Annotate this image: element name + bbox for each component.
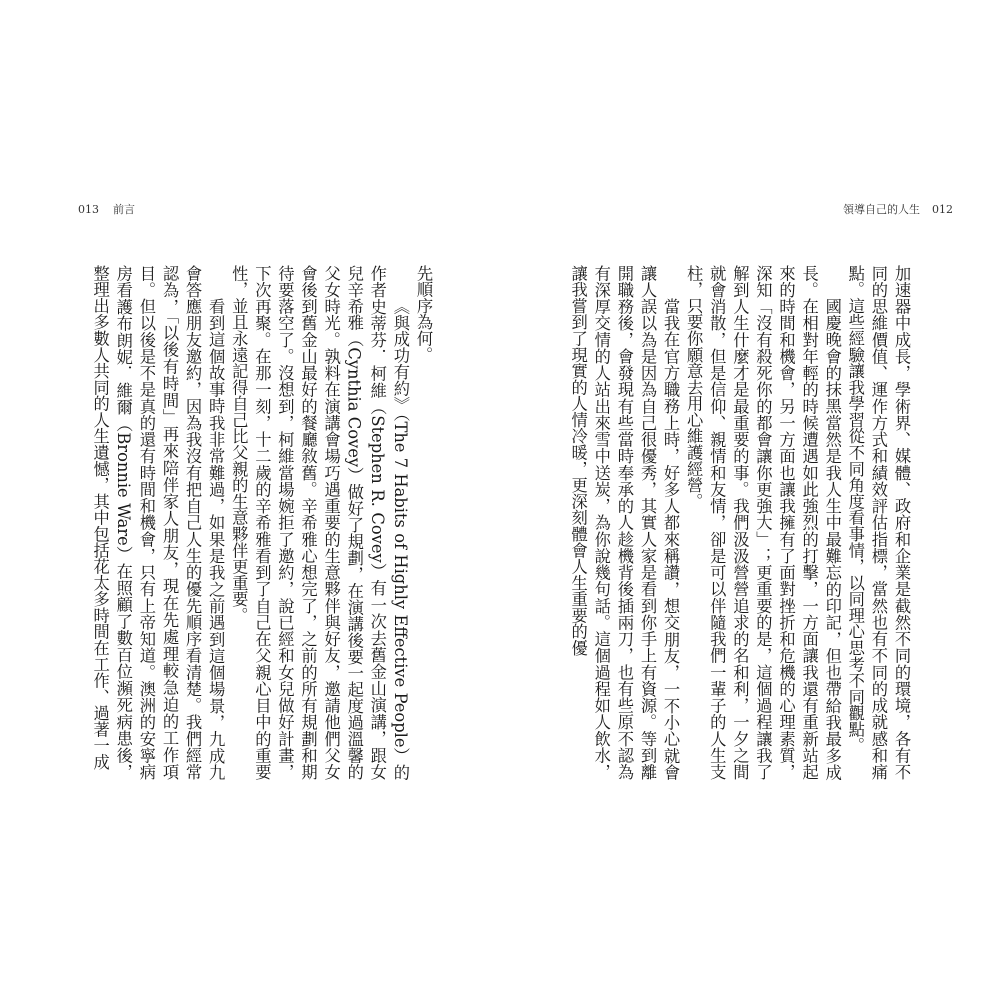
left-running-title: 前言 [113, 203, 135, 216]
paragraph: 當我在官方職務上時，好多人都來稱讚，想交朋友，一不小心就會讓人誤以為是因為自己很優秀，其實人家是看到你手上有資源。等到離開職務後，會發現有些當時奉承的人趁機背後插兩刀，也有些原不認為有深厚交情的人站出來雪中送炭，為你說幾句話。這個過程如人飲水，讓我嘗到了現實的人情冷暖，更深刻體會人生重要的優 [568, 265, 681, 780]
right-page-header [843, 201, 953, 217]
paragraph: 國慶晚會的抹黑當然是我人生中最難忘的印記，但也帶給我最多成長。在相對年輕的時候遭遇如此強烈的打擊，一方面讓我還有重新站起來的時間和機會，另一方面也讓我擁有了面對挫折和危機的心理素質，深知「沒有殺死你的都會讓你更強大」；更重要的是，這個過程讓我了解到人生什麼才是最重要的事。我們汲汲營營追求的名和利，一夕之間就會消散，但是信仰、親情和友情，卻是可以伴隨我們一輩子的人生支柱，只要你願意去用心維護經營。 [684, 265, 842, 780]
right-page-number: 012 [932, 203, 953, 216]
paragraph: 加速器中成長，學術界、媒體、政府和企業是截然不同的環境，各有不同的思維價值、運作方式和績效評估指標，當然也有不同的成就感和痛點。這些經驗讓我學習從不同角度看事情，以同理心思考不同觀點。 [845, 265, 911, 780]
left-page-body [75, 265, 435, 780]
left-page-header [78, 201, 135, 217]
paragraph: 看到這個故事時我非常難過，如果是我之前遇到這個場景，九成九會答應朋友邀約，因為我沒有把自己人生的優先順序看清楚。我們經常認為，「以後有時間」再來陪伴家人朋友，現在先處理較急迫的工作項目。但以後是不是真的還有時間和機會，只有上帝知道。澳洲的安寧病房看護布朗妮．維爾（Bronnie Ware）在照顧了數百位瀕死病患後，整理出多數人共同的人生遺憾，其中包括花太多時間在工作、過著一成 [90, 265, 226, 780]
right-page-body [568, 265, 913, 780]
paragraph: 先順序為何。 [414, 265, 433, 363]
left-page-number: 013 [78, 203, 99, 216]
right-running-title: 領導自己的人生 [843, 203, 920, 216]
paragraph: 《與成功有約》（The 7 Habits of Highly Effective People）的作者史蒂芬．柯維（Stephen R. Covey）有一次去舊金山演講，跟女兒辛希雅（Cynthia Covey）做好了規劃，在演講後要一起度過溫馨的父女時光。孰料在演講會場巧遇重要的生意夥伴與好友，邀請他們父女會後到舊金山最好的餐廳敘舊。辛希雅心想完了，之前的所有規劃和期待要落空了。沒想到，柯維當場婉拒了邀約，說已經和女兒做好計畫，下次再聚。在那一刻，十二歲的辛希雅看到了自己在父親心目中的重要性，並且永遠記得自己比父親的生意夥伴更重要。 [229, 265, 410, 780]
